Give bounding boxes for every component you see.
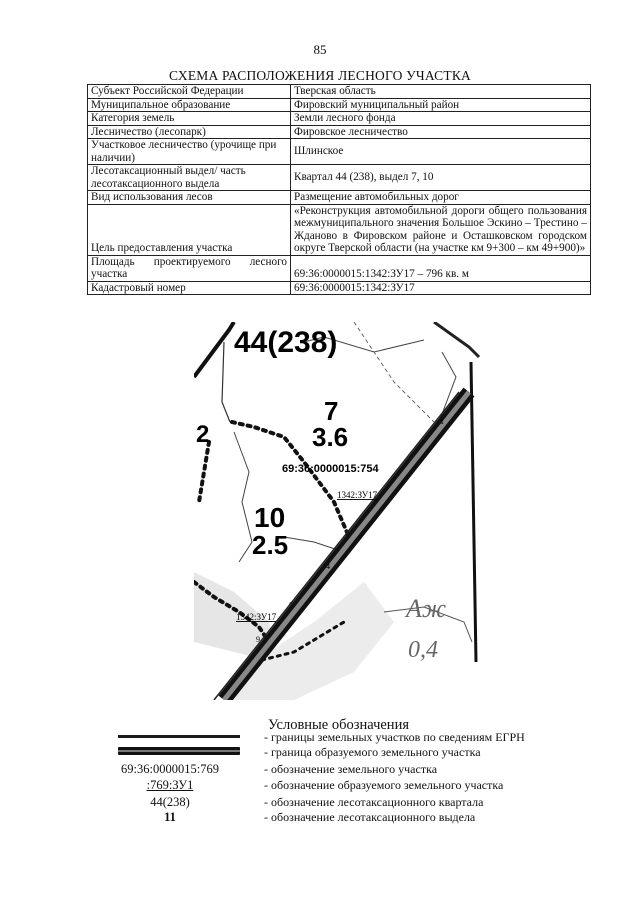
legend-item: - обозначение образуемого земельного участка	[264, 778, 504, 792]
point-label: 1	[440, 417, 444, 426]
info-table	[87, 84, 591, 295]
legend-item: - обозначение земельного участка	[264, 762, 438, 776]
row-key: Площадь проектируемого лесного участка	[88, 255, 291, 281]
row-value: Земли лесного фонда	[291, 112, 591, 126]
row-key: Кадастровый номер	[88, 281, 291, 295]
row-key: Субъект Российской Федерации	[88, 85, 291, 99]
row-key: Цель предоставления участка	[88, 204, 291, 255]
quarter-boundary	[194, 322, 234, 377]
legend-sample-new-parcel: :769:ЗУ1	[146, 778, 194, 792]
row-value: Тверская область	[291, 85, 591, 99]
row-key: Категория земель	[88, 112, 291, 126]
forest-plot-map	[194, 322, 494, 700]
legend-sample-allotment: 11	[164, 810, 176, 824]
legend-sample-new-boundary	[118, 747, 240, 755]
allotment-2-number: 2	[196, 421, 210, 448]
row-key: Лесничество (лесопарк)	[88, 125, 291, 139]
page-number: 85	[313, 42, 327, 57]
row-value: «Реконструкция автомобильной дороги общего пользования межмуниципального значения Большое Эскино – Трестино – Жданово в Фировском районе и Осташковском городском округе Тверской области (на участке км 9+300 – км 49+900)»	[291, 204, 591, 255]
allotment-7-area: 3.6	[312, 422, 349, 452]
row-value: 69:36:0000015:1342:ЗУ17 – 796 кв. м	[291, 255, 591, 281]
allotment-boundary	[222, 342, 230, 422]
legend-item: - обозначение лесотаксационного квартала	[264, 795, 484, 809]
point-label: 4	[326, 562, 330, 571]
table-row	[88, 281, 591, 295]
allotment-10-number: 10	[254, 502, 286, 533]
quarter-boundary	[434, 322, 479, 357]
quarter-boundary	[471, 362, 476, 662]
row-value: Размещение автомобильных дорог	[291, 191, 591, 205]
legend-sample-egrn-boundary	[118, 735, 240, 738]
allotment-10-area: 2.5	[252, 530, 289, 560]
row-value: Квартал 44 (238), выдел 7, 10	[291, 165, 591, 191]
table-row	[88, 255, 591, 281]
table-row	[88, 98, 591, 112]
row-value: Шлинское	[291, 139, 591, 165]
zu-label: 1342:ЗУ17	[337, 490, 378, 500]
legend-title: Условные обозначения	[268, 717, 409, 733]
table-row	[88, 139, 591, 165]
quarter-label: 44(238)	[234, 326, 338, 359]
table-row	[88, 125, 591, 139]
table-row	[88, 165, 591, 191]
handwritten-mark: 0,4	[408, 637, 438, 663]
table-row	[88, 204, 591, 255]
row-value: 69:36:0000015:1342:ЗУ17	[291, 281, 591, 295]
row-key: Муниципальное образование	[88, 98, 291, 112]
legend-sample-parcel: 69:36:0000015:769	[121, 762, 219, 776]
document-title: СХЕМА РАСПОЛОЖЕНИЯ ЛЕСНОГО УЧАСТКА	[169, 68, 471, 83]
allotment-boundary	[234, 432, 252, 562]
map-canvas	[194, 322, 494, 700]
point-label: 9	[256, 635, 260, 644]
row-key: Участковое лесничество (урочище при наличии)	[88, 139, 291, 165]
row-value: Фировское лесничество	[291, 125, 591, 139]
parcel-label: 69:36:0000015:754	[282, 463, 379, 475]
legend-item: - границы земельных участков по сведениям ЕГРН	[264, 730, 525, 744]
zu-label: 1342:ЗУ17	[236, 612, 277, 622]
allotment-7-number: 7	[324, 396, 339, 426]
row-value: Фировский муниципальный район	[291, 98, 591, 112]
legend-item: - обозначение лесотаксационного выдела	[264, 810, 476, 824]
legend-item: - граница образуемого земельного участка	[264, 745, 481, 759]
table-row	[88, 85, 591, 99]
dashed-boundary	[354, 322, 434, 422]
row-key: Вид использования лесов	[88, 191, 291, 205]
table-row	[88, 112, 591, 126]
handwritten-mark: Аж	[406, 594, 447, 623]
dotted-boundary	[199, 442, 209, 502]
point-label: 5	[289, 601, 293, 610]
table-row	[88, 191, 591, 205]
legend-sample-quarter: 44(238)	[150, 795, 190, 809]
row-key: Лесотаксационный выдел/ часть лесотаксационного выдела	[88, 165, 291, 191]
